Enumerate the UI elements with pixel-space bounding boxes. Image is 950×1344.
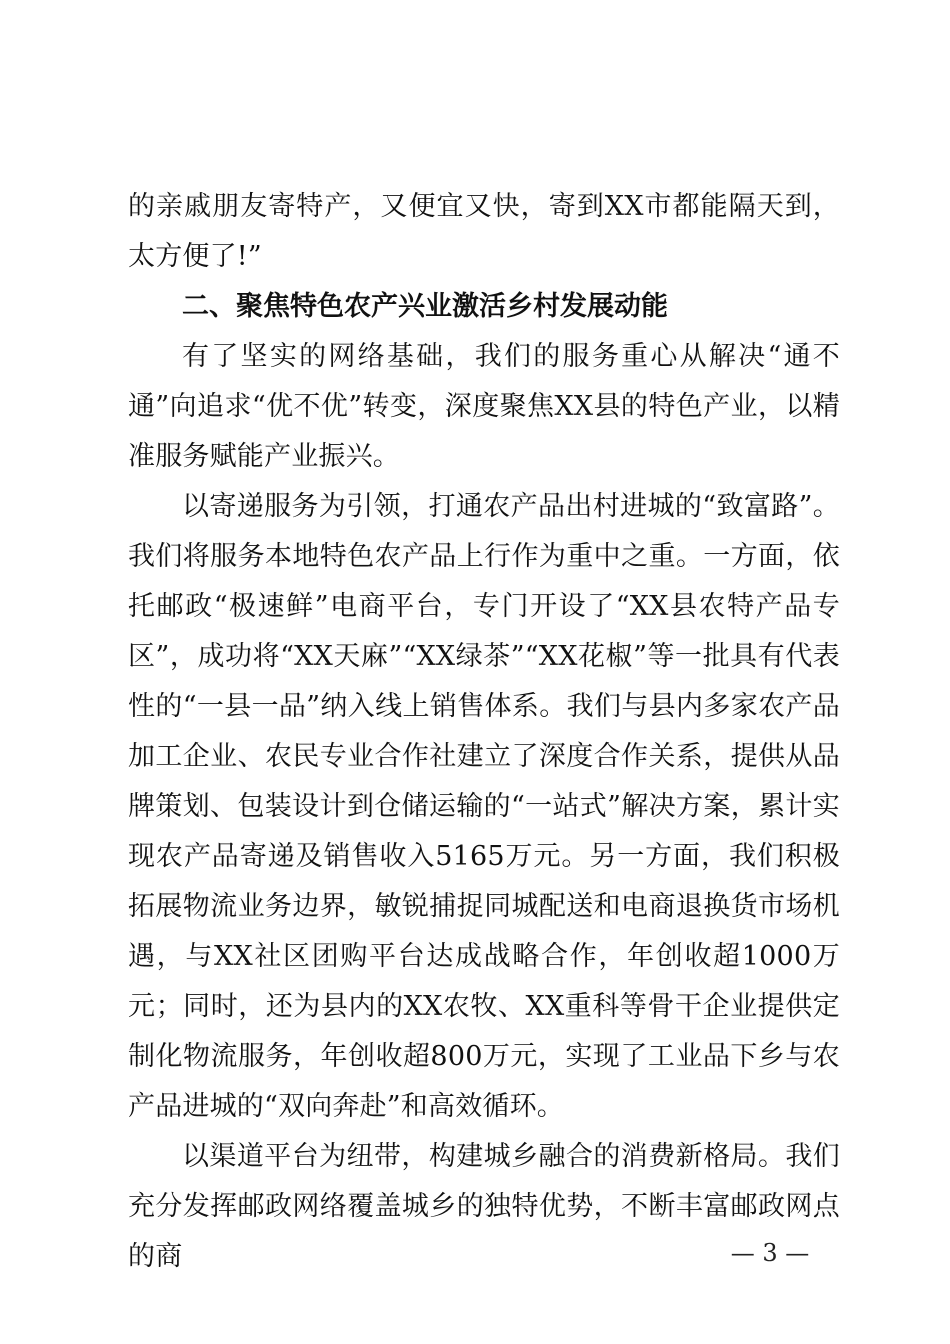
paragraph-intro: 有了坚实的网络基础，我们的服务重心从解决“通不通”向追求“优不优”转变，深度聚焦XX县的特色产业，以精准服务赋能产业振兴。 [128, 341, 840, 472]
section-heading: 二、聚焦特色农产兴业激活乡村发展动能 [182, 291, 668, 322]
paragraph-channel-platform: 以渠道平台为纽带，构建城乡融合的消费新格局。我们充分发挥邮政网络覆盖城乡的独特优势，不断丰富邮政网点的商 [128, 1141, 840, 1272]
paragraph-continuation: 的亲戚朋友寄特产，又便宜又快，寄到XX市都能隔天到，太方便了!” [128, 191, 840, 272]
page-number: — 3 — [730, 1239, 810, 1267]
paragraph-delivery-service: 以寄递服务为引领，打通农产品出村进城的“致富路”。我们将服务本地特色农产品上行作为重中之重。一方面，依托邮政“极速鲜”电商平台，专门开设了“XX县农特产品专区”，成功将“XX天麻”“XX绿茶”“XX花椒”等一批具有代表性的“一县一品”纳入线上销售体系。我们与县内多家农产品加工企业、农民专业合作社建立了深度合作关系，提供从品牌策划、包装设计到仓储运输的“一站式”解决方案，累计实现农产品寄递及销售收入5165万元。另一方面，我们积极拓展物流业务边界，敏锐捕捉同城配送和电商退换货市场机遇，与XX社区团购平台达成战略合作，年创收超1000万元；同时，还为县内的XX农牧、XX重科等骨干企业提供定制化物流服务，年创收超800万元，实现了工业品下乡与农产品进城的“双向奔赴”和高效循环。 [128, 491, 840, 1122]
document-body [128, 182, 840, 1282]
